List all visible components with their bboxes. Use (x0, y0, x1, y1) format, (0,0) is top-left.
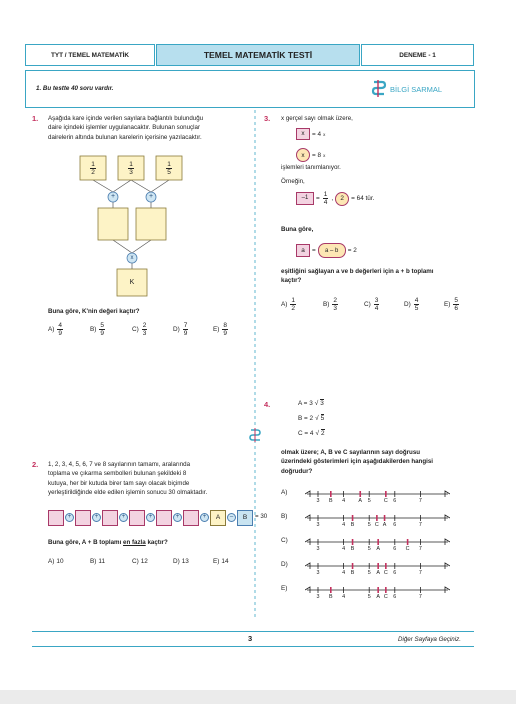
q3-option[interactable] (364, 297, 380, 312)
q1-option[interactable] (48, 322, 64, 337)
number-line-label: B (350, 546, 355, 552)
brand-logo (371, 80, 442, 98)
logo-text: BİLGİ SARMAL (390, 84, 443, 94)
number-line-label: A (376, 546, 380, 552)
denominator: 3 (142, 330, 147, 337)
q2-option[interactable] (132, 558, 148, 565)
definition-lhs: C = 4 (298, 429, 314, 437)
number-line-label: 6 (393, 522, 397, 528)
number-line (305, 513, 450, 525)
option-letter: A) (48, 558, 55, 565)
q4-question-line: olmak üzere; A, B ve C sayılarının sayı doğrusu (281, 449, 421, 456)
q1-text-line: daire içindeki işlemler uygulanacaktır. Bulunan sonuçlar (48, 124, 201, 132)
q4-option[interactable] (281, 537, 451, 553)
option-letter: C) (364, 301, 371, 308)
number-line-label: 7 (418, 498, 422, 504)
q3-given-eq: a = a – b = 2 (296, 243, 357, 258)
q2-option[interactable] (48, 558, 64, 565)
option-letter: C) (281, 537, 288, 544)
number-line-label: 4 (342, 498, 346, 504)
q2-text-line: 1, 2, 3, 4, 5, 6, 7 ve 8 sayılarının tamamı, aralarında (48, 461, 191, 468)
number-line-label: 7 (418, 594, 422, 600)
q3-question-line: eşitliğini sağlayan a ve b değerleri için a + b toplamı (281, 268, 434, 275)
header-title: TEMEL MATEMATİK TESTİ (156, 44, 360, 66)
q3-example-eq: –1 = $\frac{1}{4}$ , 2 = 64 tür. (296, 191, 374, 206)
fraction (290, 297, 296, 312)
q4-number: 4. (264, 400, 271, 409)
plus-icon: + (119, 513, 128, 522)
q4-option[interactable] (281, 561, 451, 577)
denominator: 6 (454, 305, 459, 312)
q2-empty-box (156, 510, 172, 526)
plus-icon: + (200, 513, 209, 522)
q4-definition (298, 399, 324, 407)
option-value: 10 (56, 558, 64, 565)
option-value: 13 (181, 558, 189, 565)
q1-text (48, 114, 203, 142)
plus-icon: + (92, 513, 101, 522)
number-line-label: 4 (342, 594, 346, 600)
radicand: 2 (320, 430, 325, 437)
q2-question: Buna göre, A + B toplamı en fazla kaçtır? (48, 539, 168, 546)
numerator: 8 (223, 322, 228, 329)
times-label: x (130, 255, 134, 261)
page-header (25, 44, 473, 66)
option-letter: C) (132, 558, 139, 565)
number-line (305, 561, 450, 573)
column-divider (248, 110, 262, 620)
number-line-label: B (350, 522, 355, 528)
option-letter: D) (173, 326, 180, 333)
q4-option[interactable] (281, 513, 451, 529)
q2-text-line: toplama ve çıkarma sembolleri bulunan şekildeki 8 (48, 470, 187, 478)
fraction (374, 297, 380, 312)
q2-option[interactable] (90, 558, 105, 565)
option-value: 11 (98, 558, 106, 565)
sqrt-icon: √ (314, 399, 319, 407)
q3-question-line: kaçtır? (281, 277, 302, 285)
number-line (305, 585, 450, 597)
q3-given: Buna göre, (281, 226, 314, 233)
number-line-label: 5 (367, 546, 371, 552)
q3-option[interactable] (404, 297, 420, 312)
q3-option[interactable] (444, 297, 460, 312)
number-line-label: 6 (393, 546, 397, 552)
number-line-label: 4 (342, 522, 346, 528)
q2-empty-box (183, 510, 199, 526)
number-line-label: 6 (393, 570, 397, 576)
fraction (142, 322, 148, 337)
number-line-label: C (383, 570, 388, 576)
number-line-label: 6 (393, 498, 397, 504)
q3-number: 3. (264, 114, 271, 123)
option-letter: D) (404, 301, 411, 308)
q2-option[interactable] (213, 558, 229, 565)
number-line-label: 3 (316, 546, 320, 552)
next-page-note: Diğer Sayfaya Geçiniz. (398, 636, 461, 643)
q1-option[interactable] (132, 322, 148, 337)
q3-option[interactable] (323, 297, 339, 312)
page-number: 3 (248, 634, 253, 643)
q1-question: Buna göre, K'nin değeri kaçtır? (48, 308, 140, 315)
numerator: 2 (142, 322, 147, 329)
q4-question (281, 448, 433, 476)
option-letter: B) (90, 326, 97, 333)
q2-empty-box (48, 510, 64, 526)
numerator: 1 (291, 297, 296, 304)
q4-definition (298, 429, 325, 437)
q1-top-value: 1 2 (91, 160, 95, 176)
number-line-label: B (328, 498, 333, 504)
option-letter: E) (444, 301, 451, 308)
q2-empty-box (102, 510, 118, 526)
sqrt-icon: √ (315, 429, 319, 437)
radicand: 3 (320, 400, 324, 407)
q4-question-line: üzerindeki gösterimleri için aşağıdakilerden hangisi (281, 458, 433, 466)
info-box (25, 70, 475, 108)
sqrt-icon: √ (315, 414, 319, 422)
number-line-label: 7 (418, 570, 422, 576)
number-line-label: 3 (316, 522, 320, 528)
q2-text-line: kutuya, her bir kutuda birer tam sayı olacak biçimde (48, 479, 190, 487)
denominator: 4 (374, 305, 379, 312)
q1-k-label: K (129, 279, 135, 286)
q4-definition (298, 414, 324, 422)
plus-icon: + (65, 513, 74, 522)
q3-intro: x gerçel sayı olmak üzere, (281, 115, 353, 122)
option-letter: D) (281, 561, 288, 568)
q2-text (48, 460, 207, 498)
option-letter: A) (48, 326, 55, 333)
q1-text-line: Aşağıda kare içinde verilen sayılara bağlantılı bulunduğu (48, 115, 204, 122)
q2-empty-box (75, 510, 91, 526)
header-left: TYT / TEMEL MATEMATİK (25, 44, 155, 66)
number-line-label: 3 (316, 594, 320, 600)
plus-icon: + (173, 513, 182, 522)
number-line-label: B (328, 594, 333, 600)
denominator: 9 (100, 330, 105, 337)
denominator: 9 (183, 330, 188, 337)
number-line (305, 489, 450, 501)
q4-option[interactable] (281, 489, 451, 505)
q3-example: Örneğin, (281, 178, 305, 185)
number-line-label: 5 (367, 594, 371, 600)
q3-def2: x = 8 x (296, 148, 325, 162)
header-right: DENEME - 1 (361, 44, 474, 66)
option-letter: B) (323, 301, 330, 308)
number-line-label: 5 (367, 498, 371, 504)
number-line-label: A (358, 498, 363, 504)
option-letter: B) (90, 558, 97, 565)
denominator: 9 (223, 330, 228, 337)
option-letter: C) (132, 326, 139, 333)
q2-empty-box (129, 510, 145, 526)
number-line-label: A (382, 522, 387, 528)
q1-text-line: dairelerin altında bulunan karelerin içerisine yazılacaktır. (48, 133, 202, 141)
denominator: 9 (58, 330, 63, 337)
number-line-label: 4 (342, 570, 346, 576)
fraction (57, 322, 63, 337)
numerator: 2 (333, 297, 338, 304)
number-line-label: 6 (393, 594, 397, 600)
minus-icon: – (227, 513, 236, 522)
number-line-label: C (383, 498, 388, 504)
numerator: 3 (374, 297, 379, 304)
number-line-label: A (376, 594, 380, 600)
test-note: 1. Bu testte 40 soru vardır. (36, 85, 114, 92)
q2-b-box: B (237, 510, 253, 526)
fraction (332, 297, 338, 312)
q4-question-line: doğrudur? (281, 467, 313, 475)
q3-question (281, 267, 434, 286)
definition-lhs: B = 2 (298, 414, 314, 422)
q1-top-value: 1 5 (167, 160, 171, 176)
denominator: 5 (414, 305, 419, 312)
number-line-label: C (383, 594, 388, 600)
bilgi-sarmal-logo-icon (371, 80, 387, 98)
fraction (414, 297, 420, 312)
option-letter: A) (281, 489, 288, 496)
number-line-label: 5 (367, 522, 371, 528)
fraction (99, 322, 105, 337)
q3-defined: işlemleri tanımlanıyor. (281, 164, 341, 171)
plus-label: + (110, 193, 116, 200)
fraction (453, 297, 459, 312)
option-letter: E) (213, 558, 220, 565)
number-line-label: A (376, 570, 380, 576)
number-line-label: 7 (418, 522, 422, 528)
q2-a-box: A (210, 510, 226, 526)
number-line-label: 7 (418, 546, 422, 552)
numerator: 5 (454, 297, 459, 304)
q3-def1: x = 4 x (296, 128, 325, 140)
q2-option[interactable] (173, 558, 189, 565)
q2-result: = 30 (255, 513, 268, 520)
q2-number: 2. (32, 460, 39, 469)
option-letter: D) (173, 558, 180, 565)
fraction (222, 322, 228, 337)
fraction (183, 322, 189, 337)
denominator: 2 (291, 305, 296, 312)
option-letter: E) (213, 326, 220, 333)
option-letter: B) (281, 513, 288, 520)
q2-text-line: yerleştirildiğinde elde edilen işlemin sonucu 30 olmaktadır. (48, 489, 208, 497)
numerator: 7 (183, 322, 188, 329)
number-line-label: 3 (316, 570, 320, 576)
q1-mid-box (98, 208, 128, 240)
number-line-label: 4 (342, 546, 346, 552)
radicand: 5 (320, 415, 325, 422)
q1-mid-box (136, 208, 166, 240)
numerator: 4 (58, 322, 63, 329)
q4-option[interactable] (281, 585, 451, 601)
plus-label: + (148, 193, 154, 200)
number-line-label: B (350, 570, 355, 576)
q1-option[interactable] (213, 322, 229, 337)
divider-logo-icon (250, 428, 260, 442)
plus-icon: + (146, 513, 155, 522)
option-value: 14 (221, 558, 229, 565)
option-letter: A) (281, 301, 288, 308)
number-line-label: 5 (367, 570, 371, 576)
numerator: 4 (414, 297, 419, 304)
footer-rule (32, 631, 474, 632)
number-line-label: 3 (316, 498, 320, 504)
number-line-label: C (405, 546, 410, 552)
q1-option[interactable] (173, 322, 189, 337)
denominator: 3 (333, 305, 338, 312)
number-line-label: C (374, 522, 379, 528)
q3-option[interactable] (281, 297, 297, 312)
footer-rule (32, 646, 474, 647)
q1-option[interactable] (90, 322, 106, 337)
definition-lhs: A = 3 (298, 399, 313, 407)
q1-top-value: 1 3 (129, 160, 133, 176)
option-letter: E) (281, 585, 288, 592)
q1-number: 1. (32, 114, 39, 123)
numerator: 5 (100, 322, 105, 329)
number-line (305, 537, 450, 549)
option-value: 12 (140, 558, 148, 565)
